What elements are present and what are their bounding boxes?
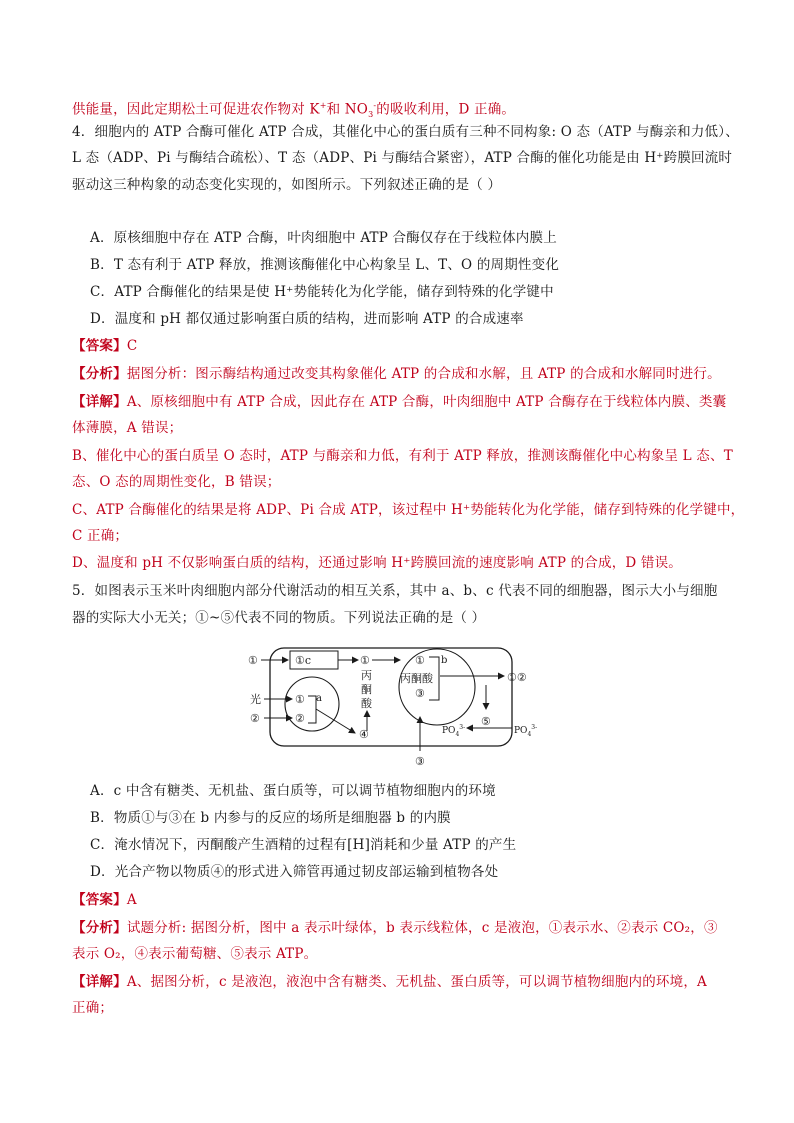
light-label: 光 (250, 693, 261, 706)
po4-left-label: $PO_4^{3-}$ (442, 724, 466, 738)
bottom-oxygen: ③ (415, 755, 425, 768)
organelle-a-label: a (316, 693, 322, 704)
a-co2: ② (295, 712, 305, 725)
q5-stem-line-2: 器的实际大小无关；①~⑤代表不同的物质。下列说法正确的是（ ） (72, 610, 486, 626)
q4-detail-line-4: 态、O 态的周期性变化，B 错误； (72, 474, 281, 490)
q5-option-d: D．光合产物以物质④的形式进入筛管再通过韧皮部运输到植物各处 (90, 864, 499, 880)
b-oxygen: ③ (415, 687, 425, 700)
a-water: ① (295, 693, 305, 706)
q5-stem-line-1: 5．如图表示玉米叶肉细胞内部分代谢活动的相互关系，其中 a、b、c 代表不同的细胞器，图示大小与细胞 (72, 583, 718, 599)
atp-5: ⑤ (481, 715, 491, 728)
q4-detail-line-7: D、温度和 pH 不仅影响蛋白质的结构，还通过影响 H⁺跨膜回流的速度影响 ATP 的合成，D 错误。 (72, 555, 683, 571)
mid-pyruvate-1: 丙 (361, 669, 372, 682)
q5-option-b: B．物质①与③在 b 内参与的反应的场所是细胞器 b 的内膜 (90, 810, 451, 826)
q3-tail-line: 供能量，因此定期松土可促进农作物对 K+和 $NO_3^-$的吸收利用，D 正确。 (72, 101, 516, 120)
q5-option-c: C．淹水情况下，丙酮酸产生酒精的过程有[H]消耗和少量 ATP 的产生 (90, 837, 517, 853)
input-water-1: ① (248, 654, 258, 667)
q4-option-a: A．原核细胞中存在 ATP 合酶，叶肉细胞中 ATP 合酶仅存在于线粒体内膜上 (90, 230, 557, 246)
q4-analysis: 【分析】据图分析：图示酶结构通过改变其构象催化 ATP 的合成和水解，且 ATP 的合成和水解同时进行。 (72, 366, 721, 382)
q4-stem-line-3: 驱动这三种构象的动态变化实现的，如图所示。下列叙述正确的是（ ） (72, 177, 502, 193)
q5-analysis-line-2: 表示 O₂，④表示葡萄糖、⑤表示 ATP。 (72, 946, 318, 962)
glucose-4: ④ (359, 728, 369, 741)
q4-detail-line-6: C 正确； (72, 528, 129, 544)
organelle-b-label: b (441, 655, 448, 666)
q4-detail-line-5: C、ATP 合酶催化的结果是将 ADP、Pi 合成 ATP，该过程中 H⁺势能转化为化学能，储存到特殊的化学键中， (72, 502, 745, 518)
q4-option-d: D．温度和 pH 都仅通过影响蛋白质的结构，进而影响 ATP 的合成速率 (90, 311, 524, 327)
q5-answer: 【答案】A (72, 892, 137, 908)
po4-right-label: $PO_4^{3-}$ (514, 724, 538, 738)
q4-option-b: B．T 态有利于 ATP 释放，推测该酶催化中心构象呈 L、T、O 的周期性变化 (90, 257, 560, 273)
q4-option-c: C．ATP 合酶催化的结果是使 H⁺势能转化为化学能，储存到特殊的化学键中 (90, 284, 554, 300)
q4-detail-line-3: B、催化中心的蛋白质呈 O 态时，ATP 与酶亲和力低，有利于 ATP 释放，推测该酶催化中心构象呈 L 态、T (72, 448, 733, 464)
q5-detail-line-1: 【详解】A、据图分析，c 是液泡，液泡中含有糖类、无机盐、蛋白质等，可以调节植物细胞内的环境，A (72, 974, 707, 990)
mid-pyruvate-2: 酮 (361, 683, 372, 696)
q4-detail-line-2: 体薄膜，A 错误； (72, 420, 183, 436)
q5-option-a: A．c 中含有糖类、无机盐、蛋白质等，可以调节植物细胞内的环境 (90, 783, 496, 799)
b-pyruvate: 丙酮酸 (400, 672, 433, 685)
q5-analysis-line-1: 【分析】试题分析: 据图分析，图中 a 表示叶绿体，b 表示线粒体，c 是液泡，①表示水、②表示 CO₂，③ (72, 920, 718, 936)
q4-detail-line-1: 【详解】A、原核细胞中有 ATP 合成，因此存在 ATP 合酶，叶肉细胞中 ATP 合酶存在于线粒体内膜、类囊 (72, 394, 727, 410)
metabolism-diagram (242, 645, 552, 770)
output-water-co2: ①② (507, 671, 527, 684)
q4-stem-line-2: L 态（ADP、Pi 与酶结合疏松）、T 态（ADP、Pi 与酶结合紧密），ATP 合酶的催化功能是由 H⁺跨膜回流时 (72, 150, 733, 166)
b-water: ① (415, 654, 425, 667)
input-co2: ② (250, 712, 260, 725)
q4-stem-line-1: 4．细胞内的 ATP 合酶可催化 ATP 合成，其催化中心的蛋白质有三种不同构象: O 态（ATP 与酶亲和力低）、 (72, 124, 739, 140)
mid-water: ① (360, 654, 370, 667)
q4-answer: 【答案】C (72, 338, 138, 354)
organelle-b-circle (399, 649, 475, 725)
mid-pyruvate-3: 酸 (361, 697, 372, 710)
organelle-c-label: ①c (295, 654, 312, 667)
q5-detail-line-2: 正确； (72, 1000, 114, 1016)
